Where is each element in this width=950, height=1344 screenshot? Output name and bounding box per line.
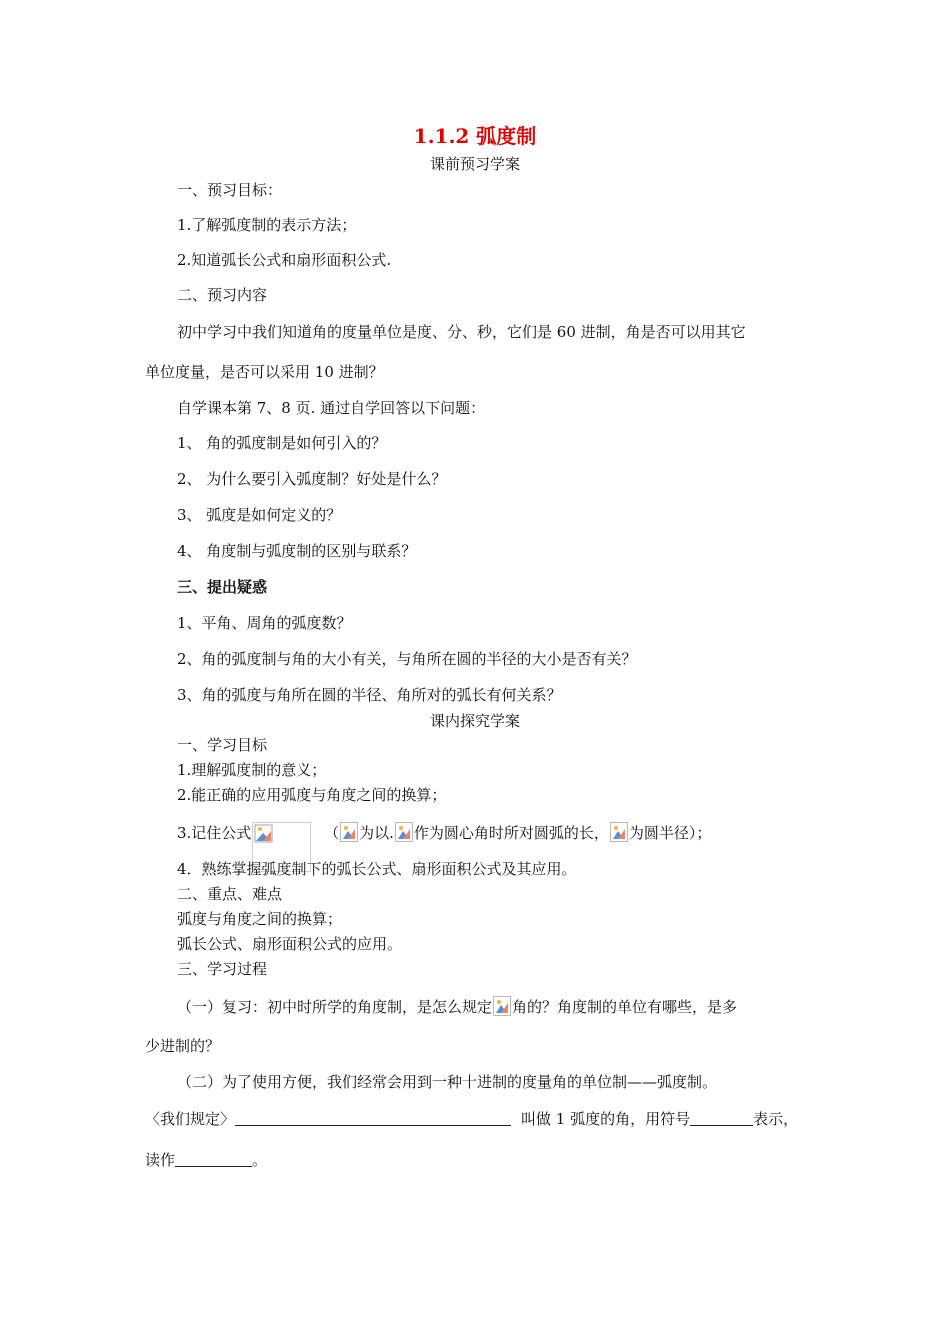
rule-label: 〈我们规定〉 [145,1110,236,1128]
doubt-3: 3、角的弧度与角所在圆的半径、角所对的弧长有何关系？ [177,686,562,704]
review-text-a: （一）复习：初中时所学的角度制，是怎么规定 [177,998,493,1016]
preview-paragraph-line-1: 初中学习中我们知道角的度量单位是度、分、秒，它们是 60 进制，角是否可以用其它 [177,323,746,341]
review-text-b: 角的？角度制的单位有哪些，是多 [512,998,738,1016]
doubt-heading: 三、提出疑惑 [177,578,268,596]
broken-image-icon [340,822,358,842]
key-point-1: 弧度与角度之间的换算； [177,910,343,928]
page-title: 1.1.2 弧度制 [413,124,537,148]
goal-3-text-c: 为圆半径）； [628,824,712,842]
inclass-goal-heading: 一、学习目标 [177,736,268,754]
read-as-label: 读作 [145,1151,176,1169]
goal-3-prefix: 3.记住公式 [177,824,252,842]
question-1: 1、 角的弧度制是如何引入的？ [177,434,387,452]
preview-goal-2: 2.知道弧长公式和扇形面积公式. [177,251,392,269]
inclass-section-heading: 课内探究学案 [429,712,520,730]
broken-image-icon [610,822,628,842]
rule-text-c: 表示， [753,1110,799,1128]
rule-text-b: 叫做 1 弧度的角，用符号 [521,1110,691,1128]
process-heading: 三、学习过程 [177,960,268,978]
broken-image-icon [395,822,413,842]
read-as-period: 。 [252,1151,268,1169]
preview-goal-1: 1.了解弧度制的表示方法； [177,216,357,234]
fill-blank-reading[interactable] [175,1152,252,1167]
goal-3-text-b: 作为圆心角时所对圆弧的长， [413,824,609,842]
doubt-2: 2、角的弧度制与角的大小有关，与角所在圆的半径的大小是否有关？ [177,650,637,668]
preview-goal-heading: 一、预习目标： [177,181,283,199]
rule-line [145,1109,798,1129]
broken-image-icon [254,824,274,844]
review-line-2: 少进制的？ [145,1037,221,1055]
fill-blank-definition[interactable] [235,1111,511,1126]
preview-paragraph-line-2: 单位度量，是否可以采用 10 进制？ [145,363,384,381]
key-heading: 二、重点、难点 [177,885,283,903]
question-3: 3、 弧度是如何定义的？ [177,506,342,524]
question-4: 4、 角度制与弧度制的区别与联系？ [177,542,417,560]
key-point-2: 弧长公式、扇形面积公式的应用。 [177,935,403,953]
inclass-goal-2: 2.能正确的应用弧度与角度之间的换算； [177,786,447,804]
doubt-1: 1、平角、周角的弧度数？ [177,614,352,632]
preview-paragraph-2: 自学课本第 7、8 页. 通过自学回答以下问题： [177,399,486,417]
inclass-goal-1: 1.理解弧度制的意义； [177,761,327,779]
goal-3-open-paren: （ [324,824,340,842]
broken-image-icon [493,996,511,1016]
preview-content-heading: 二、预习内容 [177,286,268,304]
question-2: 2、 为什么要引入弧度制？好处是什么？ [177,470,447,488]
read-as-line [145,1150,267,1170]
review-line-1 [177,996,737,1017]
inclass-goal-4: 4．熟练掌握弧度制下的弧长公式、扇形面积公式及其应用。 [177,860,577,878]
preview-section-heading: 课前预习学案 [429,155,520,173]
fill-blank-symbol[interactable] [690,1111,753,1126]
goal-3-text-a: 为以. [359,824,394,842]
paragraph-radian-intro: （二）为了使用方便，我们经常会用到一种十进制的度量角的单位制——弧度制。 [177,1073,718,1091]
